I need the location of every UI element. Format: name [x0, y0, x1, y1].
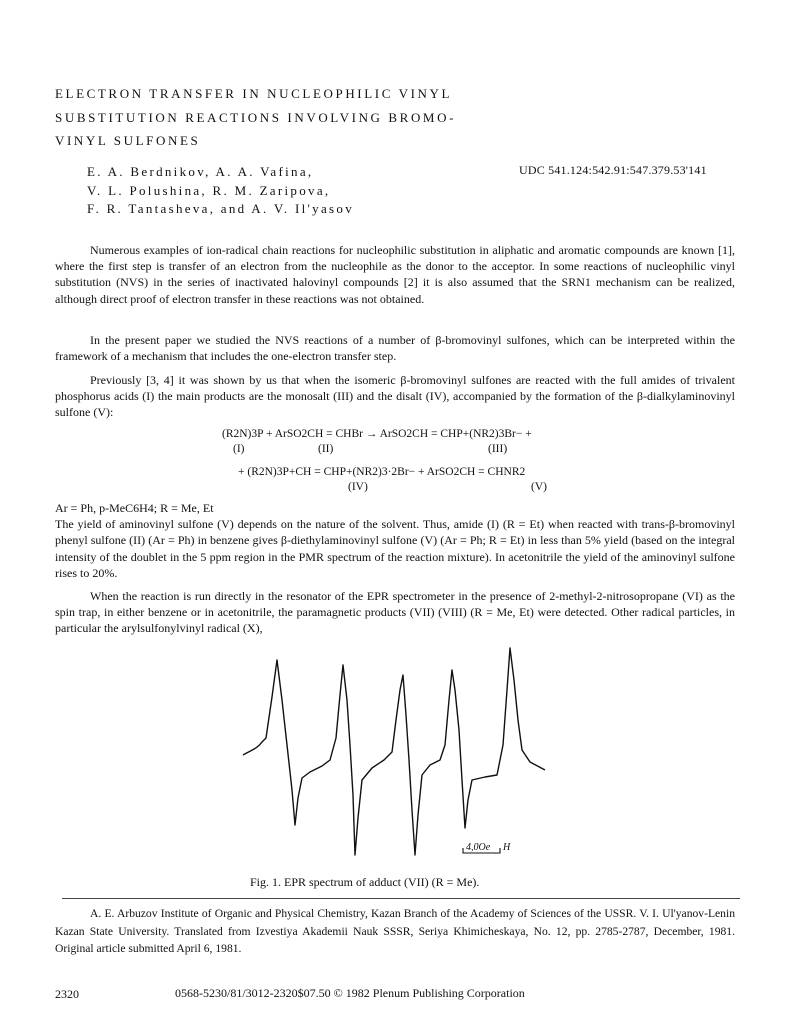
- paragraph-5-text: When the reaction is run directly in the resonator of the EPR spectrometer in the presence of 2-methyl-2-nitrosopropane (VI) as the spin trap, in either benzene or in acetonitrile, the paramagnetic products (VII) (VIII) (R = Me, Et) were detected. Other radical particles, in particular the arylsulfonylvinyl radical (X),: [55, 589, 735, 636]
- field-axis-label: H: [503, 842, 511, 853]
- substituent-definition: Ar = Ph, p-MeC6H4; R = Me, Et: [55, 501, 214, 515]
- paragraph-4-text: The yield of aminovinyl sulfone (V) depends on the nature of the solvent. Thus, amide (I) (R = Et) when reacted with trans-β-bromovinyl phenyl sulfone (II) (Ar = Ph) in benzene gives β-diethylaminovinyl sulfone (V) (Ar = Ph; R = Et) in less than 5% yield (based on the integral intensity of the doublet in the 5 ppm region in the PMR spectrum of the reaction mixture). In acetonitrile the yield of the aminovinyl sulfone rises to 20%.: [55, 517, 735, 580]
- paragraph-2-text: In the present paper we studied the NVS reactions of a number of β-bromovinyl sulfones, which can be interpreted within the framework of a mechanism that includes the one-electron transfer step.: [55, 333, 735, 364]
- equation-label-V: (V): [531, 481, 547, 493]
- equation-label-III: (III): [488, 443, 508, 455]
- footnote-divider: [62, 898, 740, 899]
- copyright-line: 0568-5230/81/3012-2320$07.50 © 1982 Plenum Publishing Corporation: [175, 986, 525, 1000]
- title-line-1: ELECTRON TRANSFER IN NUCLEOPHILIC VINYL: [55, 86, 453, 101]
- page-number: 2320: [55, 987, 79, 1001]
- title-line-2: SUBSTITUTION REACTIONS INVOLVING BROMO-: [55, 109, 457, 125]
- title-line-3: VINYL SULFONES: [55, 133, 201, 148]
- author-line-1: E. A. Berdnikov, A. A. Vafina,: [87, 164, 314, 179]
- equation-line-2: + (R2N)3P+CH = CHP+(NR2)3·2Br− + ArSO2CH = CHNR2: [238, 466, 526, 478]
- figure-caption: Fig. 1. EPR spectrum of adduct (VII) (R = Me).: [250, 875, 480, 889]
- author-line-3: F. R. Tantasheva, and A. V. Il'yasov: [87, 201, 354, 216]
- author-line-2: V. L. Polushina, R. M. Zaripova,: [87, 182, 331, 198]
- udc-code: UDC 541.124:542.91:547.379.53'141: [519, 163, 707, 177]
- equation-label-II: (II): [318, 443, 334, 455]
- field-scale-label: 4,0Oe: [466, 842, 491, 853]
- epr-spectrum-trace: [243, 648, 545, 855]
- paragraph-3-text: Previously [3, 4] it was shown by us that when the isomeric β-bromovinyl sulfones are reacted with the full amides of trivalent phosphorus acids (I) the main products are the monosalt (III) and the disalt (IV), accompanied by the formation of the β-dialkylaminovinyl sulfone (V):: [55, 373, 735, 420]
- equation-label-IV: (IV): [348, 481, 368, 493]
- footnote-affiliation: A. E. Arbuzov Institute of Organic and Physical Chemistry, Kazan Branch of the Academy of Sciences of the USSR. V. I. Ul'yanov-Lenin Kazan State University. Translated from Izvestiya Akademii Nauk SSSR, Seriya Khimicheskaya, No. 12, pp. 2785-2787, December, 1981. Original article submitted April 6, 1981.: [55, 907, 735, 955]
- equation-line-1: (R2N)3P + ArSO2CH = CHBr → ArSO2CH = CHP+(NR2)3Br− +: [222, 428, 532, 440]
- equation-label-I: (I): [233, 443, 245, 455]
- paragraph-1-text: Numerous examples of ion-radical chain reactions for nucleophilic substitution in aliphatic and aromatic compounds are known [1], where the first step is transfer of an electron from the nucleophile as the donor to the acceptor. In some reactions of nucleophilic vinyl substitution (NVS) in the series of inactivated halovinyl compounds [2] it is also assumed that the SRN1 mechanism can be realized, although direct proof of electron transfer in these reactions was not obtained.: [55, 243, 735, 306]
